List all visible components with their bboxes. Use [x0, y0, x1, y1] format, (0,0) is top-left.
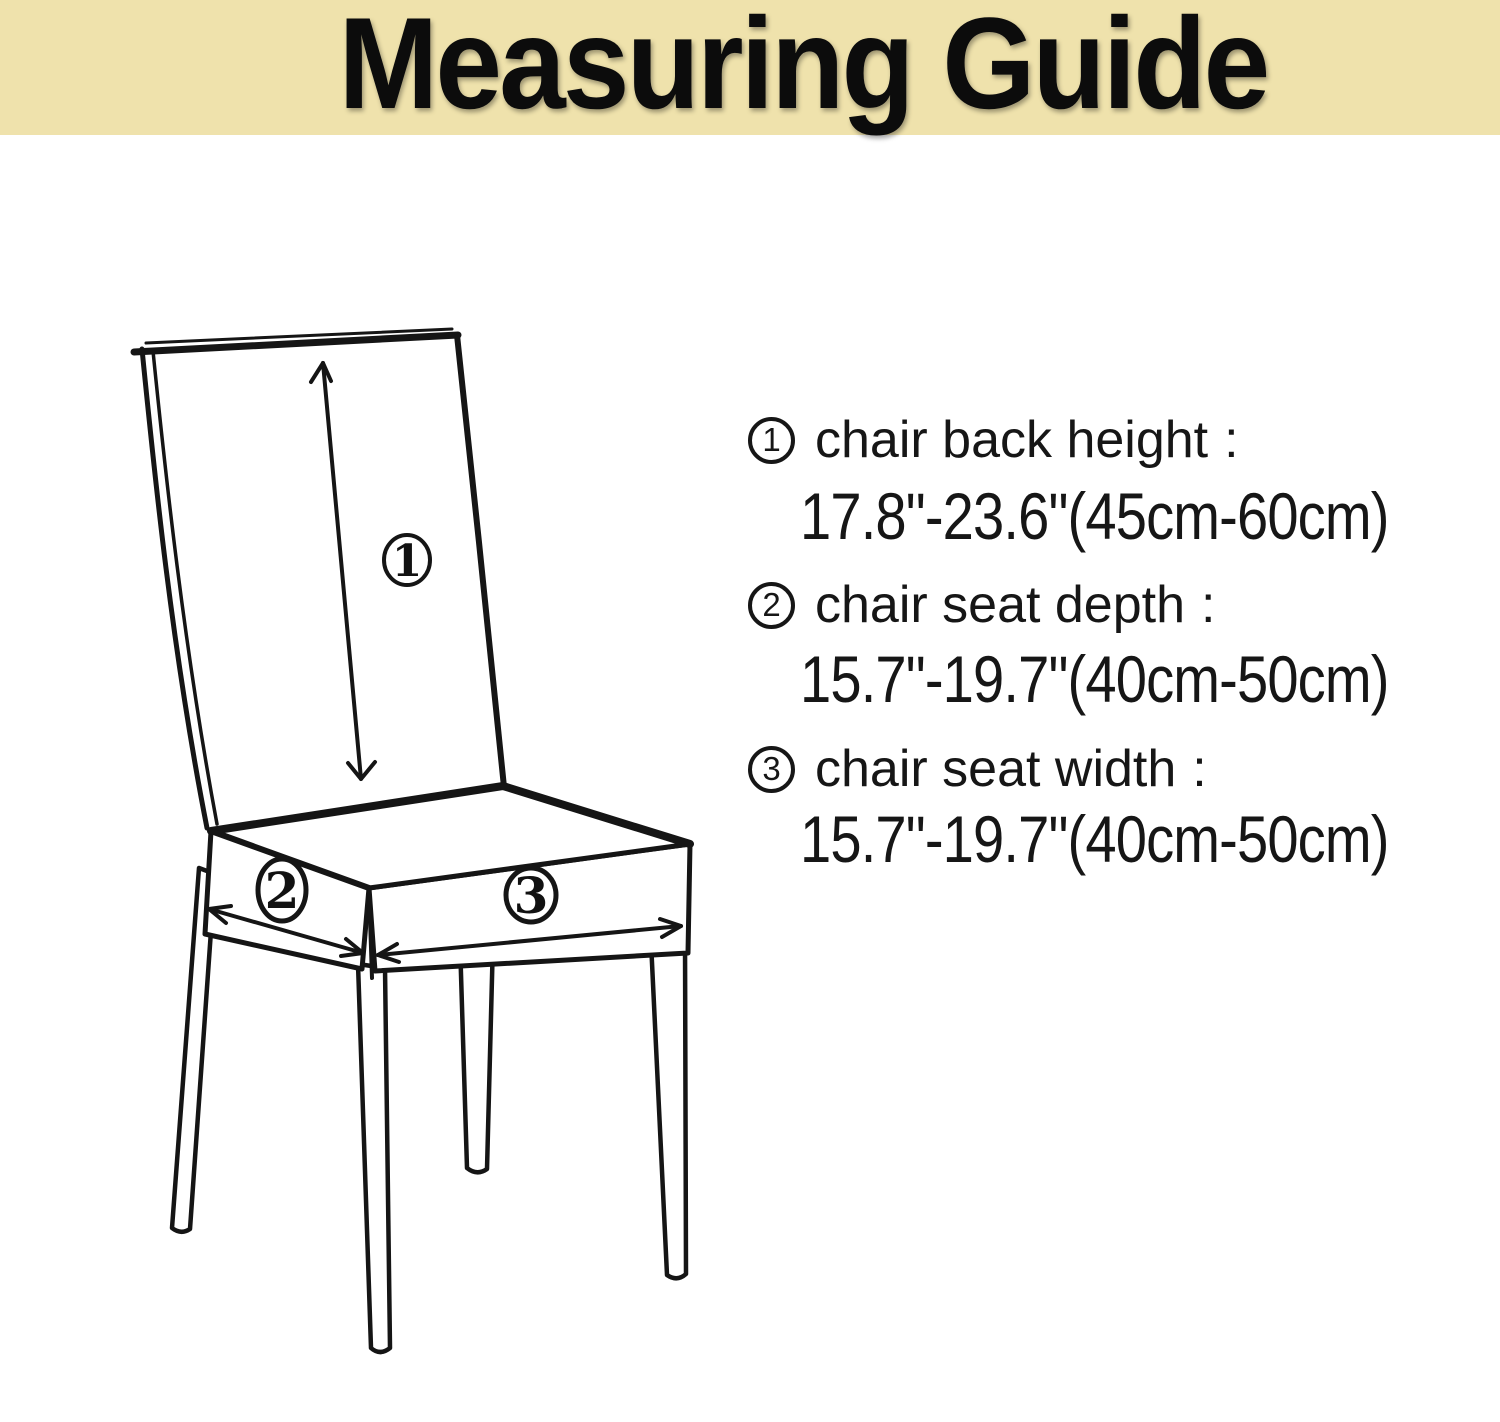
diagram-marker-2	[258, 859, 306, 921]
marker-3-number: 3	[513, 866, 549, 925]
chair-leg-front-right	[651, 938, 686, 1278]
measurement-colon: :	[1201, 576, 1216, 634]
chair-back	[134, 329, 504, 828]
chair-leg-back-right	[460, 940, 493, 1172]
measurement-value-1: 17.8"-23.6"(45cm-60cm)	[800, 479, 1389, 553]
circled-number-3: 3	[748, 746, 795, 793]
measurement-row-3	[748, 740, 1207, 798]
measurement-value-2: 15.7"-19.7"(40cm-50cm)	[800, 642, 1389, 716]
chair-leg-front-left	[358, 964, 390, 1352]
measurement-label: chair back height	[815, 411, 1209, 469]
measurement-row-1	[748, 411, 1239, 469]
arrow-up-head	[311, 363, 331, 382]
measurement-label: chair seat depth	[815, 576, 1186, 634]
circled-number-2: 2	[748, 582, 795, 629]
measurement-colon: :	[1224, 411, 1239, 469]
diagram-marker-1	[384, 535, 430, 587]
measurement-colon: :	[1192, 740, 1207, 798]
measurement-value-3: 15.7"-19.7"(40cm-50cm)	[800, 802, 1389, 876]
circled-number-1: 1	[748, 417, 795, 464]
back-height-arrow	[311, 363, 375, 779]
marker-1-number: 1	[391, 536, 423, 587]
marker-2-number: 2	[264, 861, 300, 920]
page-title: Measuring Guide	[338, 0, 1268, 136]
measurement-label: chair seat width	[815, 740, 1177, 798]
measurement-row-2	[748, 576, 1216, 634]
